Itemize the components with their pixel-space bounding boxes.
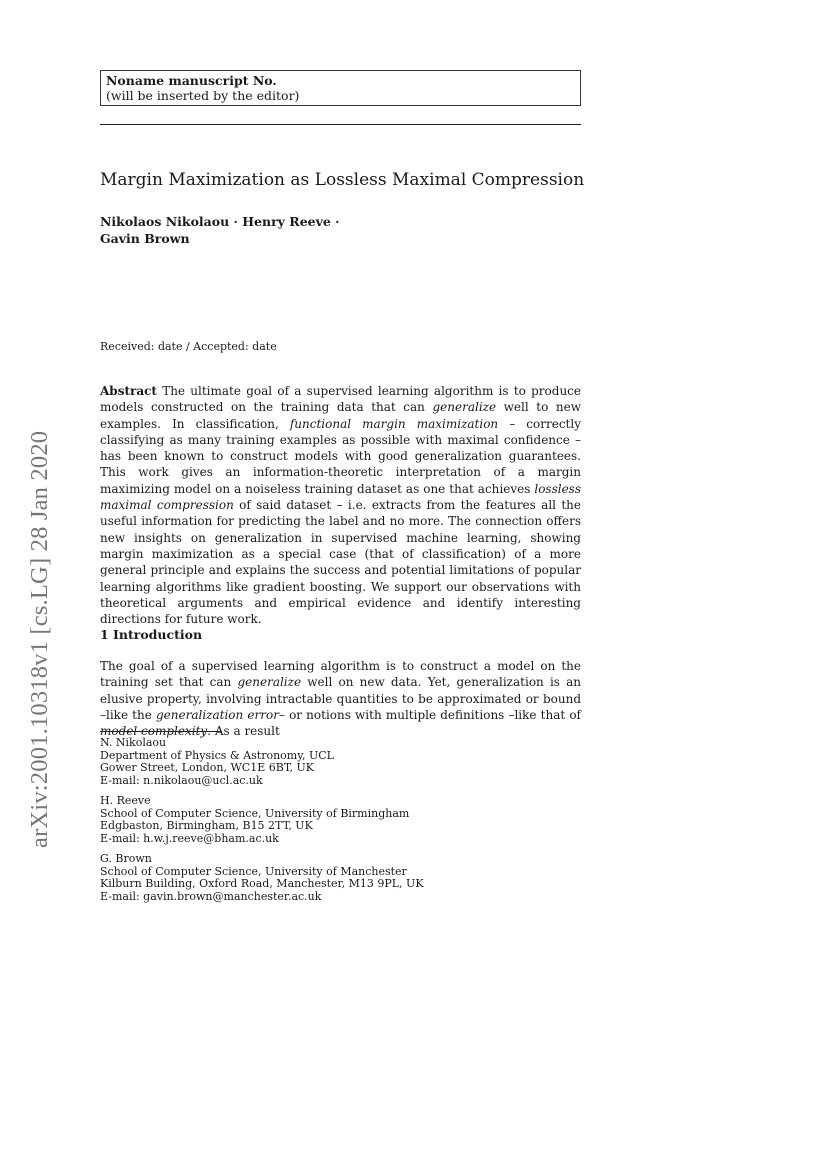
received-date: Received: date / Accepted: date — [100, 340, 277, 353]
editor-note: (will be inserted by the editor) — [106, 88, 300, 103]
affiliation-reeve — [100, 795, 409, 845]
affiliation-department: School of Computer Science, University of Manchester — [100, 864, 407, 878]
affiliation-department: School of Computer Science, University of Birmingham — [100, 806, 410, 820]
intro-text-4: . As a result — [207, 724, 280, 739]
affiliation-name: G. Brown — [100, 852, 152, 865]
section-heading-introduction: 1 Introduction — [100, 627, 203, 642]
abstract-emphasis-2: functional margin maximization — [289, 416, 499, 431]
intro-emphasis-3: model complexity — [100, 724, 208, 739]
abstract-text-1: The ultimate goal of a supervised learning algorithm is to produce models constructed on the training data that can — [100, 384, 581, 415]
manuscript-number: Noname manuscript No. — [106, 73, 277, 88]
footnote-rule — [100, 731, 222, 732]
introduction-paragraph — [100, 658, 581, 739]
affiliation-address: Gower Street, London, WC1E 6BT, UK — [100, 761, 315, 774]
author-line-1: Nikolaos Nikolaou · Henry Reeve · — [100, 214, 340, 229]
affiliation-name: N. Nikolaou — [100, 736, 167, 749]
abstract-label: Abstract — [100, 384, 157, 398]
abstract-text-4: of said dataset – i.e. extracts from the features all the useful information for predicting the label and no more. The connection offers new insights on generalization in supervised machine learning, showing margin maximization as a special case (that of classification) of a more general principle and explains the success and potential limitations of popular learning algorithms like gradient boosting. We support our observations with theoretical arguments and empirical evidence and identify interesting directions for future work. — [100, 498, 581, 627]
abstract-text-2: well to new examples. In classification, — [100, 400, 582, 431]
affiliation-email: E-mail: n.nikolaou@ucl.ac.uk — [100, 773, 263, 787]
intro-text-2: well on new data. Yet, generalization is an elusive property, involving intractable quantities to be approximated or bound –like the — [100, 675, 582, 722]
intro-text-1: The goal of a supervised learning algorithm is to construct a model on the training set that can — [100, 659, 581, 690]
affiliation-address: Edgbaston, Birmingham, B15 2TT, UK — [100, 819, 313, 832]
paper-title: Margin Maximization as Lossless Maximal Compression — [100, 170, 585, 190]
title-rule — [100, 124, 581, 125]
author-list — [100, 213, 340, 247]
affiliation-email: E-mail: h.w.j.reeve@bham.ac.uk — [100, 831, 279, 845]
abstract-emphasis-3: lossless maximal compression — [100, 481, 581, 513]
abstract — [100, 383, 581, 627]
affiliation-brown — [100, 853, 424, 903]
affiliation-address: Kilburn Building, Oxford Road, Manchester, M13 9PL, UK — [100, 877, 424, 890]
intro-emphasis-2: generalization error — [155, 707, 279, 722]
author-line-2: Gavin Brown — [100, 231, 190, 246]
intro-emphasis-1: generalize — [237, 675, 302, 690]
arxiv-stamp — [6, 370, 53, 848]
manuscript-header-box — [100, 70, 581, 106]
affiliation-department: Department of Physics & Astronomy, UCL — [100, 748, 334, 762]
abstract-text-3: – correctly classifying as many training examples as possible with maximal confidence – has been known to construct models with good generalization guarantees. This work gives an information-theoretic interpretation of a margin maximizing model on a noiseless training dataset as one that achieves — [100, 416, 581, 496]
abstract-emphasis-1: generalize — [432, 400, 497, 415]
affiliation-email: E-mail: gavin.brown@manchester.ac.uk — [100, 889, 322, 903]
affiliation-name: H. Reeve — [100, 794, 151, 807]
arxiv-stamp-text: arXiv:2001.10318v1 [cs.LG] 28 Jan 2020 — [26, 430, 53, 848]
affiliation-nikolaou — [100, 737, 334, 787]
intro-text-3: – or notions with multiple definitions –like that of — [278, 707, 581, 722]
